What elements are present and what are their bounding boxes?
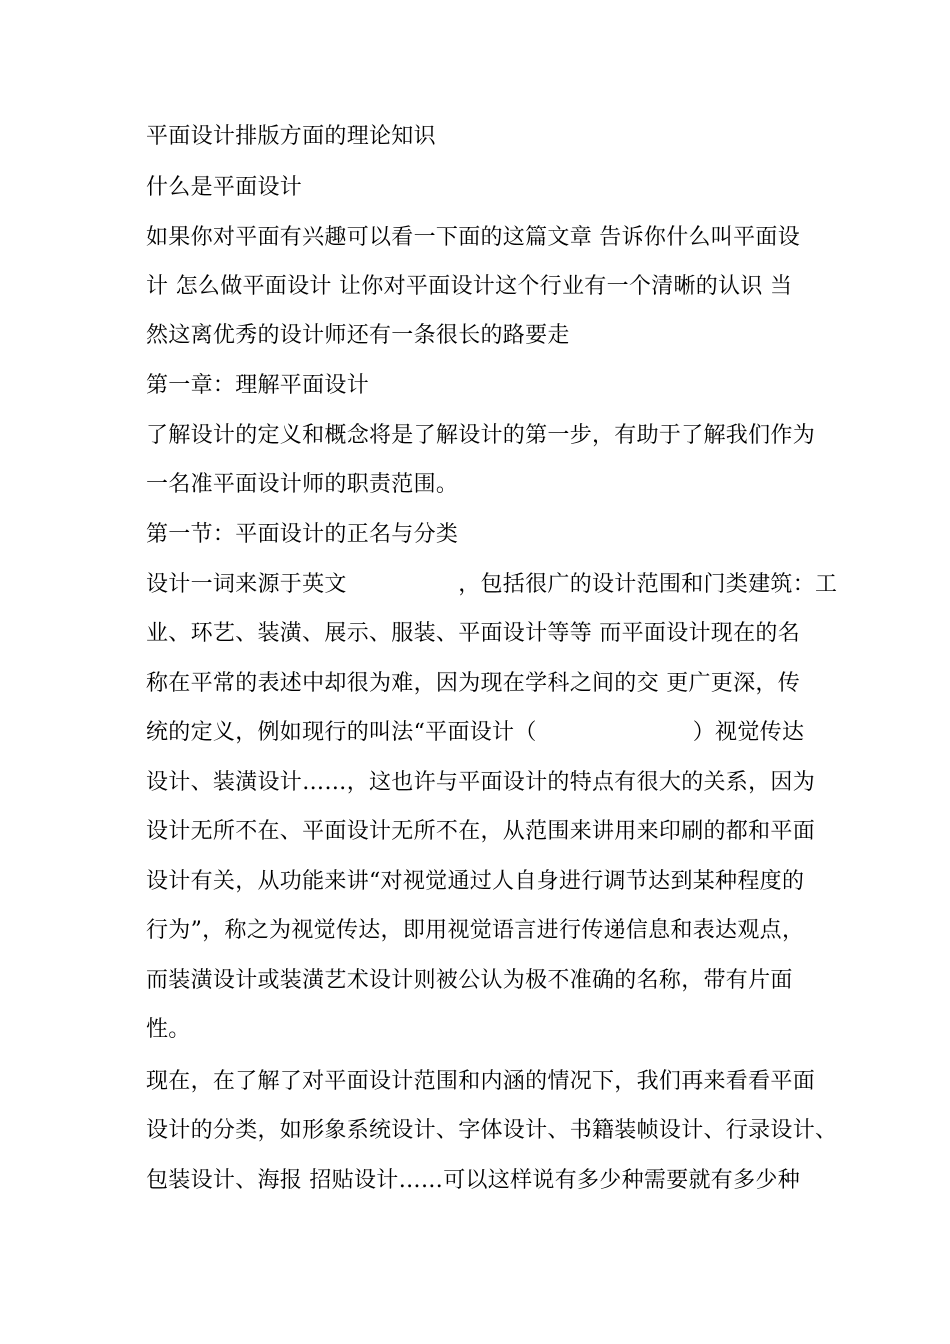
section-body-line: 业、环艺、装潢、展示、服装、平面设计等等 而平面设计现在的名 <box>146 621 800 646</box>
section-body-line: 设计一词来源于英文 ，包括很广的设计范围和门类建筑：工 <box>146 572 838 597</box>
intro-line: 计 怎么做平面设计 让你对平面设计这个行业有一个清晰的认识 当 <box>146 274 793 299</box>
section-body-line: 统的定义，例如现行的叫法“平面设计（ ）视觉传达 <box>146 720 805 745</box>
section-body-line: 称在平常的表述中却很为难，因为现在学科之间的交 更广更深，传 <box>146 671 800 696</box>
intro-line: 如果你对平面有兴趣可以看一下面的这篇文章 告诉你什么叫平面设 <box>146 225 800 250</box>
section-heading: 第一节：平面设计的正名与分类 <box>146 522 459 547</box>
section-body-line: 性。 <box>146 1017 191 1042</box>
document-title: 平面设计排版方面的理论知识 <box>146 124 436 149</box>
section-body-line: 设计有关，从功能来讲“对视觉通过人自身进行调节达到某种程度的 <box>146 869 805 894</box>
intro-line: 然这离优秀的设计师还有一条很长的路要走 <box>146 323 570 348</box>
chapter-intro-line: 了解设计的定义和概念将是了解设计的第一步，有助于了解我们作为 <box>146 423 816 448</box>
classification-line: 现在，在了解了对平面设计范围和内涵的情况下，我们再来看看平面 <box>146 1069 816 1094</box>
section-body-line: 设计、装潢设计……，这也许与平面设计的特点有很大的关系，因为 <box>146 770 816 795</box>
chapter-heading: 第一章：理解平面设计 <box>146 373 370 398</box>
classification-line: 设计的分类，如形象系统设计、字体设计、书籍装帧设计、行录设计、 <box>146 1118 838 1143</box>
section-body-line: 设计无所不在、平面设计无所不在，从范围来讲用来印刷的都和平面 <box>146 819 816 844</box>
section-body-line: 而装潢设计或装潢艺术设计则被公认为极不准确的名称，带有片面 <box>146 968 793 993</box>
section-body-line: 行为”，称之为视觉传达，即用视觉语言进行传递信息和表达观点， <box>146 918 805 943</box>
classification-line: 包装设计、海报 招贴设计……可以这样说有多少种需要就有多少种 <box>146 1168 800 1193</box>
chapter-intro-line: 一名准平面设计师的职责范围。 <box>146 472 459 497</box>
document-subtitle: 什么是平面设计 <box>146 175 303 200</box>
